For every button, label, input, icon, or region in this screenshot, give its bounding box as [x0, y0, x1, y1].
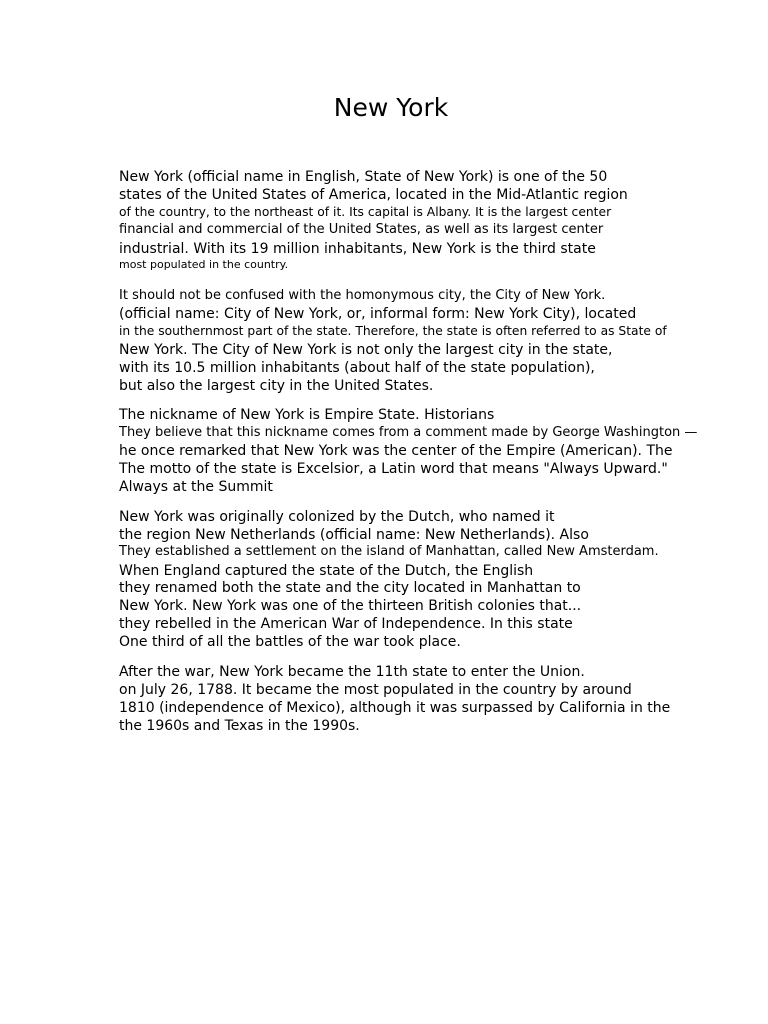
paragraph-4-line-1: New York was originally colonized by the Dutch, who named it	[119, 509, 555, 525]
paragraph-1-line-3: of the country, to the northeast of it. Its capital is Albany. It is the largest center	[119, 205, 612, 219]
paragraph-4-line-8: One third of all the battles of the war took place.	[119, 634, 461, 650]
paragraph-3-line-3: he once remarked that New York was the center of the Empire (American). The	[119, 443, 673, 459]
paragraph-3-line-1: The nickname of New York is Empire State. Historians	[119, 407, 495, 423]
paragraph-1-line-5: industrial. With its 19 million inhabitants, New York is the third state	[119, 241, 596, 257]
paragraph-4-line-4: When England captured the state of the Dutch, the English	[119, 563, 534, 579]
document-title: New York	[333, 93, 449, 122]
paragraph-4-line-5: they renamed both the state and the city located in Manhattan to	[119, 580, 581, 596]
paragraph-2-line-6: but also the largest city in the United States.	[119, 378, 434, 394]
paragraph-1-line-2: states of the United States of America, located in the Mid-Atlantic region	[119, 187, 628, 203]
paragraph-3-line-5: Always at the Summit	[119, 479, 273, 495]
paragraph-5-line-2: on July 26, 1788. It became the most populated in the country by around	[119, 682, 632, 698]
paragraph-5-line-3: 1810 (independence of Mexico), although it was surpassed by California in the	[119, 700, 671, 716]
paragraph-1-line-6: most populated in the country.	[119, 258, 289, 271]
paragraph-4-line-3: They established a settlement on the island of Manhattan, called New Amsterdam.	[119, 544, 659, 559]
paragraph-2-line-4: New York. The City of New York is not only the largest city in the state,	[119, 342, 613, 358]
paragraph-2-line-1: It should not be confused with the homonymous city, the City of New York.	[119, 288, 606, 303]
paragraph-2-line-2: (official name: City of New York, or, informal form: New York City), located	[119, 306, 637, 322]
paragraph-3-line-4: The motto of the state is Excelsior, a Latin word that means "Always Upward."	[119, 461, 668, 477]
paragraph-1-line-4: financial and commercial of the United States, as well as its largest center	[119, 222, 604, 237]
paragraph-4-line-2: the region New Netherlands (official name: New Netherlands). Also	[119, 527, 589, 543]
paragraph-3-line-2: They believe that this nickname comes from a comment made by George Washington —	[119, 425, 698, 440]
paragraph-4-line-6: New York. New York was one of the thirteen British colonies that...	[119, 598, 582, 614]
paragraph-4-line-7: they rebelled in the American War of Independence. In this state	[119, 616, 573, 632]
paragraph-2-line-5: with its 10.5 million inhabitants (about half of the state population),	[119, 360, 595, 376]
paragraph-5-line-4: the 1960s and Texas in the 1990s.	[119, 718, 360, 734]
paragraph-5-line-1: After the war, New York became the 11th state to enter the Union.	[119, 664, 585, 680]
paragraph-1-line-1: New York (official name in English, State of New York) is one of the 50	[119, 169, 608, 185]
paragraph-2-line-3: in the southernmost part of the state. Therefore, the state is often referred to as State of	[119, 324, 667, 338]
